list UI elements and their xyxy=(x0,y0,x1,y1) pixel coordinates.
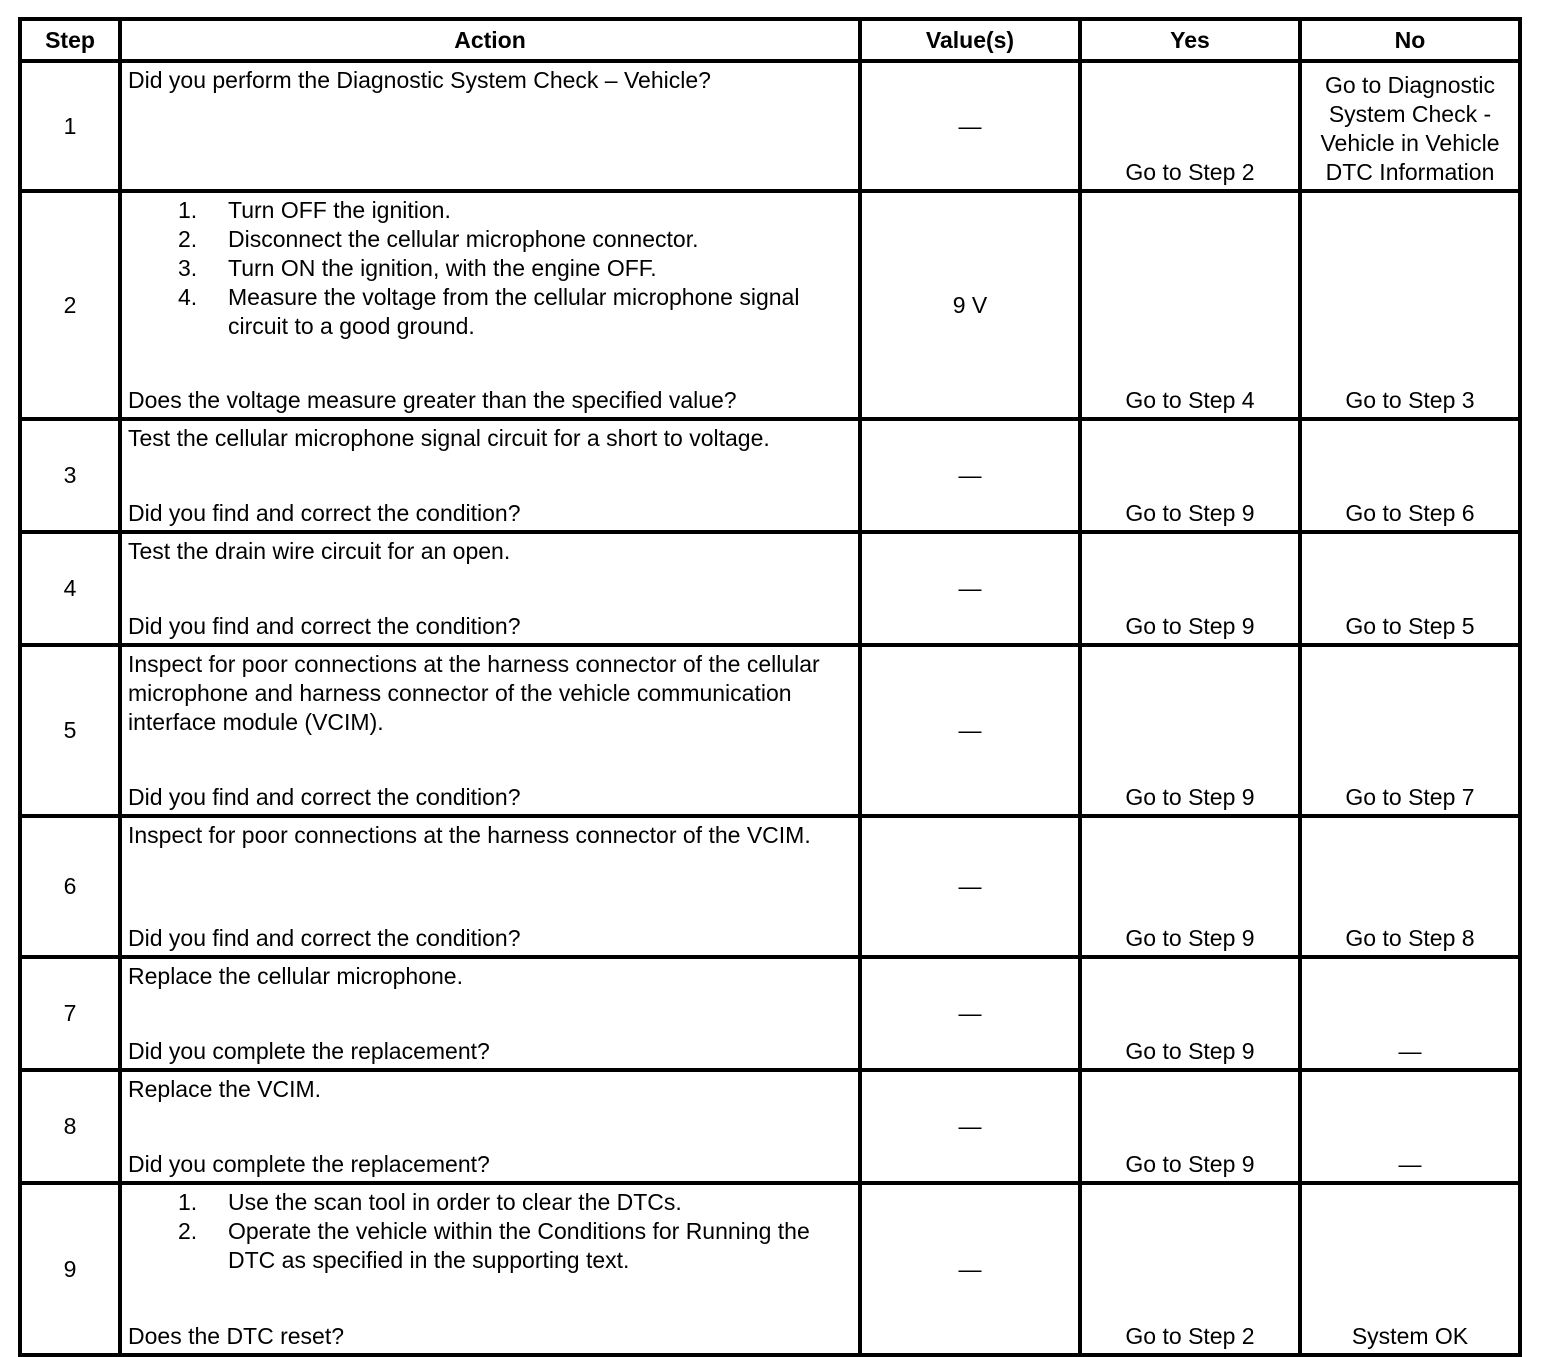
value-cell: — xyxy=(860,1070,1080,1183)
list-item-number: 4. xyxy=(178,284,198,310)
no-answer: Go to Step 5 xyxy=(1345,613,1475,639)
list-item xyxy=(128,283,852,341)
action-cell xyxy=(120,816,860,957)
table-row xyxy=(20,419,1520,532)
action-instruction: Test the cellular microphone signal circuit for a short to voltage. xyxy=(128,425,770,451)
list-item-text: Operate the vehicle within the Conditions for Running the DTC as specified in the supporting text. xyxy=(228,1218,810,1273)
action-question: Did you find and correct the condition? xyxy=(128,613,521,639)
yes-answer: Go to Step 4 xyxy=(1125,387,1255,413)
list-item xyxy=(128,1217,852,1275)
list-item-text: Measure the voltage from the cellular microphone signal circuit to a good ground. xyxy=(228,284,800,339)
list-item-number: 2. xyxy=(178,226,198,252)
no-cell xyxy=(1300,816,1520,957)
action-question: Does the voltage measure greater than the specified value? xyxy=(128,387,737,413)
no-cell xyxy=(1300,1070,1520,1183)
list-item-number: 1. xyxy=(178,1189,198,1215)
list-item-text: Turn OFF the ignition. xyxy=(228,197,451,223)
action-question: Did you find and correct the condition? xyxy=(128,500,521,526)
yes-cell xyxy=(1080,816,1300,957)
action-cell xyxy=(120,532,860,645)
action-instruction: Inspect for poor connections at the harness connector of the VCIM. xyxy=(128,822,811,848)
no-answer: Go to Step 6 xyxy=(1345,500,1475,526)
list-item-text: Disconnect the cellular microphone connector. xyxy=(228,226,699,252)
value-cell: — xyxy=(860,645,1080,816)
no-answer: Go to Step 8 xyxy=(1345,925,1475,951)
action-question: Does the DTC reset? xyxy=(128,1323,345,1349)
value-cell: — xyxy=(860,532,1080,645)
yes-cell xyxy=(1080,1183,1300,1355)
yes-answer: Go to Step 9 xyxy=(1125,784,1255,810)
action-question: Did you complete the replacement? xyxy=(128,1038,490,1064)
step-number: 1 xyxy=(20,61,120,191)
yes-answer: Go to Step 9 xyxy=(1125,925,1255,951)
value-cell: 9 V xyxy=(860,191,1080,419)
step-number: 4 xyxy=(20,532,120,645)
no-answer: Go to Step 7 xyxy=(1345,784,1475,810)
list-item xyxy=(128,225,852,254)
list-item xyxy=(128,196,852,225)
no-cell xyxy=(1300,957,1520,1070)
no-answer: — xyxy=(1398,1038,1422,1064)
list-item xyxy=(128,1188,852,1217)
action-instruction: Replace the cellular microphone. xyxy=(128,963,463,989)
action-instruction: Test the drain wire circuit for an open. xyxy=(128,538,511,564)
action-cell xyxy=(120,191,860,419)
table-row xyxy=(20,532,1520,645)
list-item-number: 1. xyxy=(178,197,198,223)
yes-cell xyxy=(1080,957,1300,1070)
action-cell xyxy=(120,957,860,1070)
yes-answer: Go to Step 9 xyxy=(1125,1151,1255,1177)
no-cell xyxy=(1300,645,1520,816)
value-cell: — xyxy=(860,419,1080,532)
action-instruction: Replace the VCIM. xyxy=(128,1076,322,1102)
action-question: Did you complete the replacement? xyxy=(128,1151,490,1177)
table-row xyxy=(20,645,1520,816)
header-value: Value(s) xyxy=(860,19,1080,61)
yes-answer: Go to Step 9 xyxy=(1125,613,1255,639)
table-row xyxy=(20,957,1520,1070)
no-cell xyxy=(1300,532,1520,645)
no-cell xyxy=(1300,1183,1520,1355)
action-cell xyxy=(120,1070,860,1183)
table-row xyxy=(20,61,1520,191)
action-steps-list xyxy=(128,1188,852,1275)
header-step: Step xyxy=(20,19,120,61)
step-number: 3 xyxy=(20,419,120,532)
yes-cell xyxy=(1080,191,1300,419)
value-cell: — xyxy=(860,816,1080,957)
yes-cell xyxy=(1080,645,1300,816)
yes-cell xyxy=(1080,532,1300,645)
diagnostic-table xyxy=(18,17,1522,1357)
yes-answer: Go to Step 2 xyxy=(1125,1323,1255,1349)
yes-answer: Go to Step 2 xyxy=(1125,159,1255,185)
step-number: 2 xyxy=(20,191,120,419)
no-cell xyxy=(1300,191,1520,419)
step-number: 9 xyxy=(20,1183,120,1355)
yes-answer: Go to Step 9 xyxy=(1125,1038,1255,1064)
no-answer: Go to Diagnostic System Check - Vehicle in Vehicle DTC Information xyxy=(1320,72,1500,185)
action-question: Did you find and correct the condition? xyxy=(128,784,521,810)
list-item-text: Use the scan tool in order to clear the DTCs. xyxy=(228,1189,682,1215)
yes-cell xyxy=(1080,1070,1300,1183)
no-cell xyxy=(1300,61,1520,191)
no-answer: System OK xyxy=(1351,1323,1469,1349)
value-cell: — xyxy=(860,61,1080,191)
header-no: No xyxy=(1300,19,1520,61)
header-action: Action xyxy=(120,19,860,61)
action-instruction: Inspect for poor connections at the harness connector of the cellular microphone and harness connector of the vehicle communication interface module (VCIM). xyxy=(128,651,820,735)
value-cell: — xyxy=(860,1183,1080,1355)
step-number: 6 xyxy=(20,816,120,957)
list-item-number: 2. xyxy=(178,1218,198,1244)
header-yes: Yes xyxy=(1080,19,1300,61)
yes-cell xyxy=(1080,419,1300,532)
step-number: 5 xyxy=(20,645,120,816)
table-row xyxy=(20,1183,1520,1355)
table-row xyxy=(20,816,1520,957)
table-row xyxy=(20,191,1520,419)
action-question: Did you perform the Diagnostic System Check – Vehicle? xyxy=(128,67,711,93)
action-cell xyxy=(120,61,860,191)
no-cell xyxy=(1300,419,1520,532)
no-answer: Go to Step 3 xyxy=(1345,387,1475,413)
action-steps-list xyxy=(128,196,852,341)
list-item xyxy=(128,254,852,283)
table-row xyxy=(20,1070,1520,1183)
list-item-number: 3. xyxy=(178,255,198,281)
yes-answer: Go to Step 9 xyxy=(1125,500,1255,526)
action-question: Did you find and correct the condition? xyxy=(128,925,521,951)
yes-cell xyxy=(1080,61,1300,191)
step-number: 8 xyxy=(20,1070,120,1183)
action-cell xyxy=(120,419,860,532)
step-number: 7 xyxy=(20,957,120,1070)
action-cell xyxy=(120,645,860,816)
list-item-text: Turn ON the ignition, with the engine OFF. xyxy=(228,255,657,281)
value-cell: — xyxy=(860,957,1080,1070)
action-cell xyxy=(120,1183,860,1355)
header-row xyxy=(20,19,1520,61)
no-answer: — xyxy=(1398,1151,1422,1177)
